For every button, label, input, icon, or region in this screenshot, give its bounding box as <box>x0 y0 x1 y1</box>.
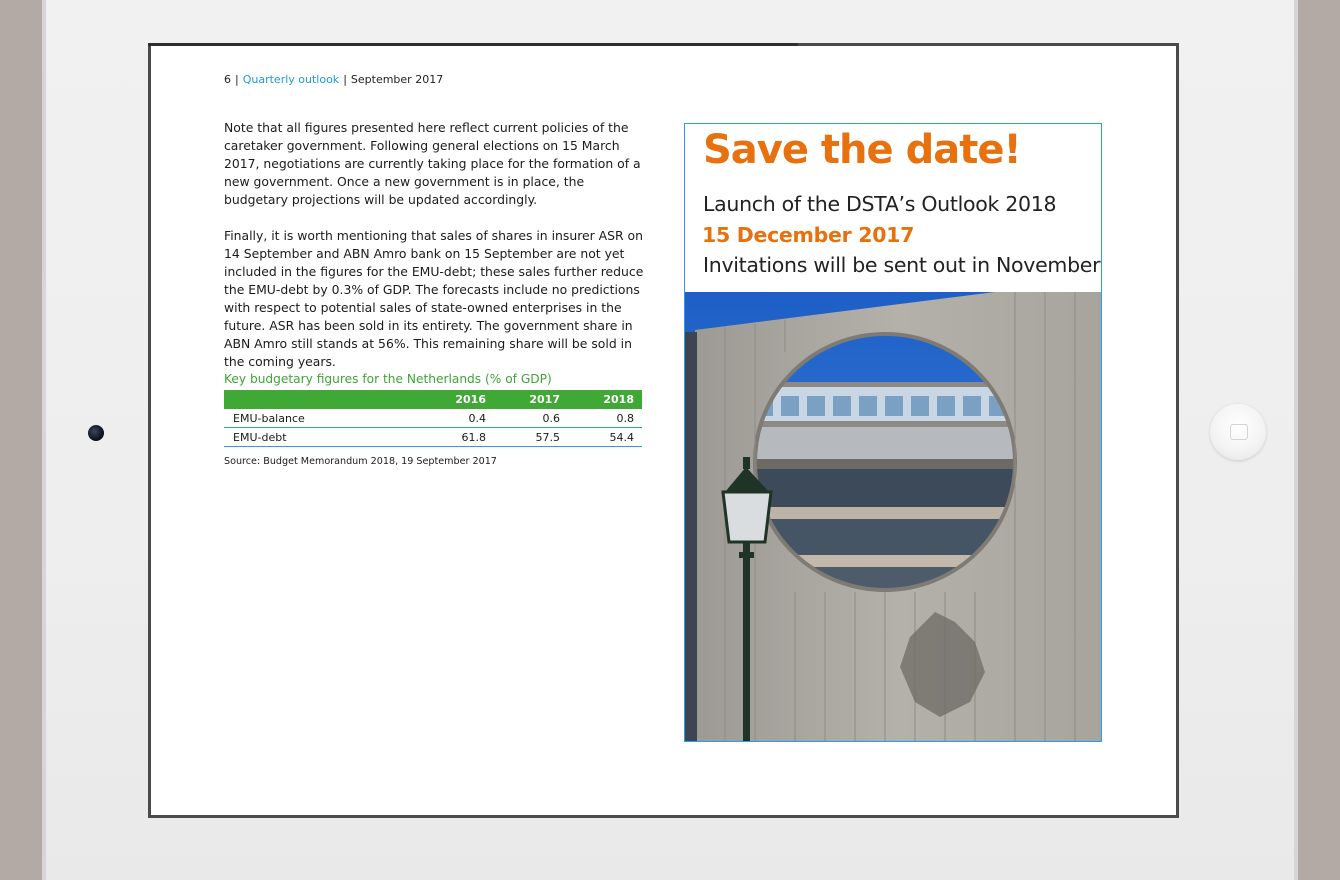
column-header <box>224 390 420 409</box>
table-cell: 0.8 <box>568 409 642 428</box>
table-row <box>224 428 642 447</box>
section-title: Quarterly outlook <box>242 73 340 86</box>
save-the-date-box <box>684 123 1102 742</box>
row-label: EMU-balance <box>224 409 420 428</box>
header-separator: | <box>235 73 239 86</box>
running-header <box>224 73 443 86</box>
table-cell: 0.4 <box>420 409 494 428</box>
table-cell: 54.4 <box>568 428 642 447</box>
home-button-icon[interactable] <box>1210 404 1266 460</box>
column-header: 2016 <box>420 390 494 409</box>
promo-title: Save the date! <box>703 127 1021 173</box>
page-number: 6 <box>224 73 231 86</box>
promo-launch-text: Launch of the DSTA’s Outlook 2018 <box>703 192 1057 216</box>
column-header: 2018 <box>568 390 642 409</box>
table-row <box>224 409 642 428</box>
header-separator: | <box>343 73 347 86</box>
issue-date: September 2017 <box>350 73 444 86</box>
building-photo <box>685 292 1101 741</box>
paragraph-share-sales: Finally, it is worth mentioning that sales of shares in insurer ASR on 14 September and ABN Amro bank on 15 September are not yet included in the figures for the EMU-debt; these sales further reduce the EMU-debt by 0.3% of GDP. The forecasts include no predictions with respect to potential sales of state-owned enterprises in the future. ASR has been sold in its entirety. The government share in ABN Amro still stands at 56%. This remaining share will be sold in the coming years. <box>224 228 644 369</box>
table-source: Source: Budget Memorandum 2018, 19 September 2017 <box>224 456 497 467</box>
column-header: 2017 <box>494 390 568 409</box>
budget-table <box>224 390 642 447</box>
screen-edge <box>148 43 798 46</box>
front-camera-icon <box>88 425 104 441</box>
table-cell: 0.6 <box>494 409 568 428</box>
table-header-row <box>224 390 642 409</box>
table-cell: 57.5 <box>494 428 568 447</box>
table-title: Key budgetary figures for the Netherlands (% of GDP) <box>224 372 552 386</box>
table-cell: 61.8 <box>420 428 494 447</box>
row-label: EMU-debt <box>224 428 420 447</box>
paragraph-policies: Note that all figures presented here reflect current policies of the caretaker government. Following general elections on 15 March 2017, negotiations are currently taking place for the formation of a new government. Once a new government is in place, the budgetary projections will be updated accordingly. <box>224 120 641 207</box>
promo-invitation-text: Invitations will be sent out in November <box>703 253 1101 277</box>
promo-date: 15 December 2017 <box>702 223 915 247</box>
